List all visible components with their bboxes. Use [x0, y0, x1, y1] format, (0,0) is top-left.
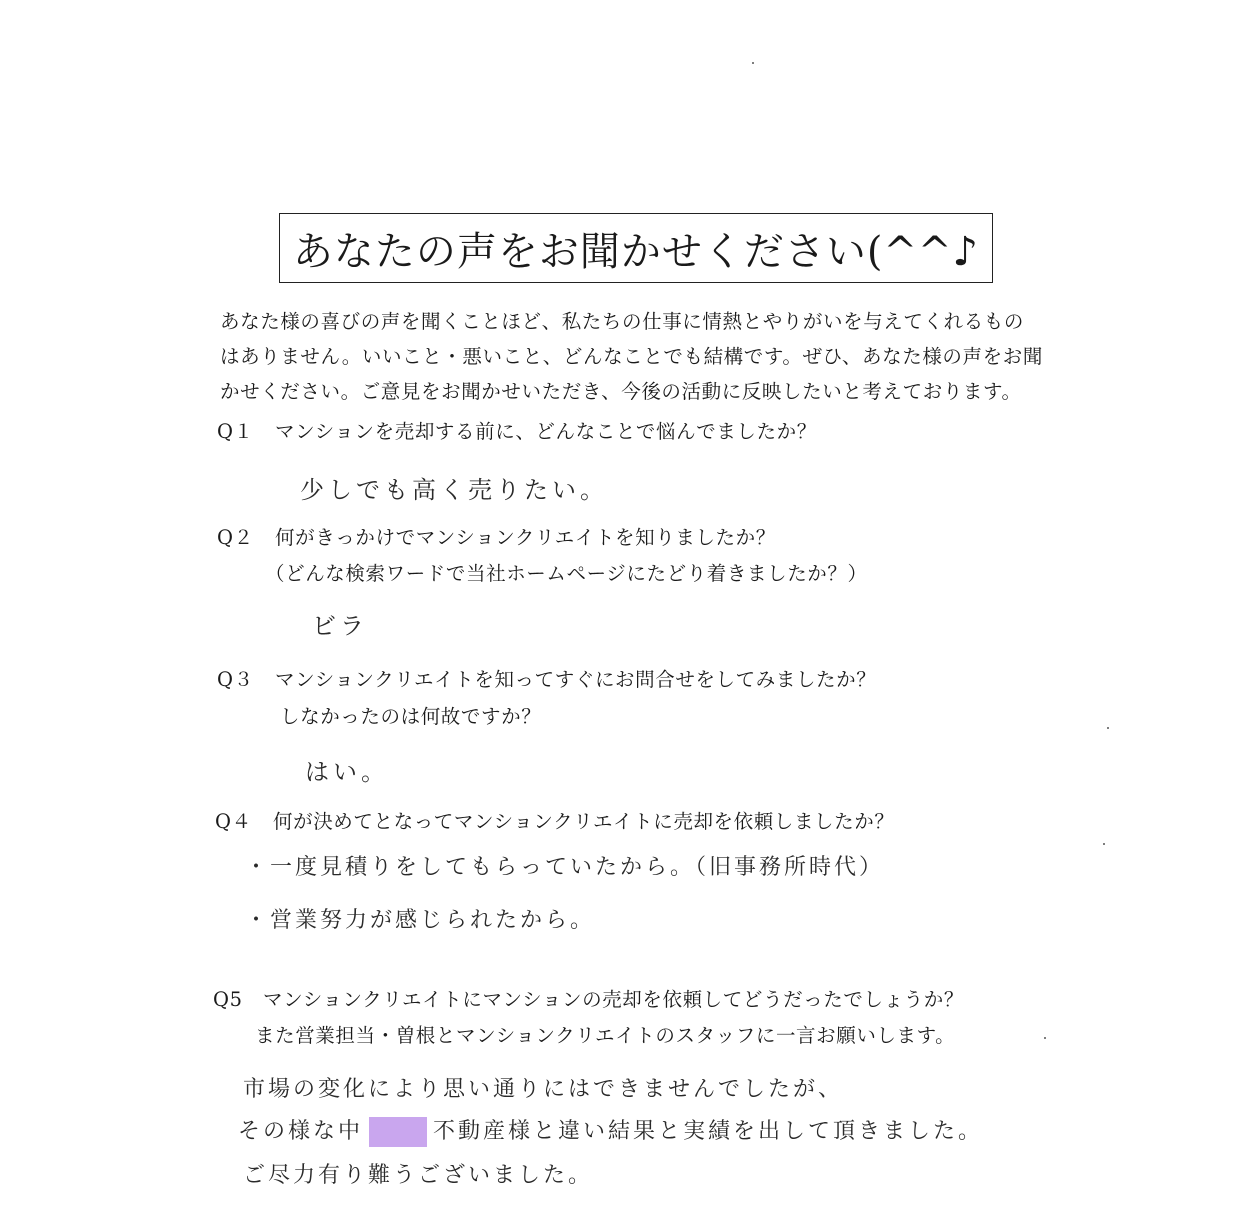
page-title: あなたの声をお聞かせください(^^♪ — [292, 228, 980, 275]
question-4-text: 何が決めてとなってマンションクリエイトに売却を依頼しましたか？ — [273, 810, 895, 833]
question-4-label: Q４ — [215, 810, 252, 833]
question-5-text: マンションクリエイトにマンションの売却を依頼してどうだったでしょうか？ — [263, 988, 964, 1011]
intro-line: はありません。いいこと・悪いこと、どんなことでも結構です。ぜひ、あなた様の声をお聞 — [220, 345, 1043, 368]
question-1 — [217, 416, 817, 444]
answer-4-item: ・営業努力が感じられたから。 — [245, 908, 596, 933]
question-3-sub: しなかったのは何故ですか？ — [280, 705, 542, 728]
question-3-label: Q３ — [217, 668, 254, 691]
intro-paragraph — [220, 304, 1060, 409]
redaction-box — [369, 1117, 427, 1147]
scan-speck — [1107, 727, 1109, 729]
answer-5-line: 市場の変化により思い通りにはできませんでしたが、 — [243, 1077, 844, 1102]
question-3 — [217, 664, 876, 692]
question-2-text: 何がきっかけでマンションクリエイトを知りましたか？ — [275, 526, 776, 549]
question-1-text: マンションを売却する前に、どんなことで悩んでましたか？ — [275, 420, 817, 443]
scan-speck — [752, 62, 754, 64]
intro-line: かせください。ご意見をお聞かせいただき、今後の活動に反映したいと考えております。 — [220, 380, 1022, 403]
scan-speck — [1103, 843, 1105, 845]
answer-2: ビラ — [312, 612, 368, 640]
title-box — [279, 213, 993, 283]
question-2 — [217, 522, 776, 550]
question-3-text: マンションクリエイトを知ってすぐにお問合せをしてみましたか？ — [275, 668, 877, 691]
question-5 — [213, 984, 964, 1012]
answer-3: はい。 — [305, 758, 389, 786]
answer-5-pre: その様な中 — [238, 1119, 364, 1144]
question-2-label: Q２ — [217, 526, 254, 549]
question-5-label: Q5 — [213, 988, 243, 1011]
answer-5-line — [238, 1114, 983, 1147]
question-2-sub: （どんな検索ワードで当社ホームページにたどり着きましたか？） — [265, 562, 868, 585]
question-4 — [215, 806, 894, 834]
answer-4-item: ・一度見積りをしてもらっていたから。（旧事務所時代） — [245, 855, 885, 880]
question-5-sub: また営業担当・曽根とマンションクリエイトのスタッフに一言お願いします。 — [255, 1024, 956, 1047]
intro-line: あなた様の喜びの声を聞くことほど、私たちの仕事に情熱とやりがいを与えてくれるもの — [220, 310, 1025, 333]
answer-5-line: ご尽力有り難うございました。 — [243, 1163, 594, 1188]
scan-speck — [1044, 1037, 1046, 1039]
answer-5-post: 不動産様と違い結果と実績を出して頂きました。 — [433, 1119, 984, 1144]
question-1-label: Q１ — [217, 420, 254, 443]
answer-1: 少しでも高く売りたい。 — [300, 476, 608, 504]
